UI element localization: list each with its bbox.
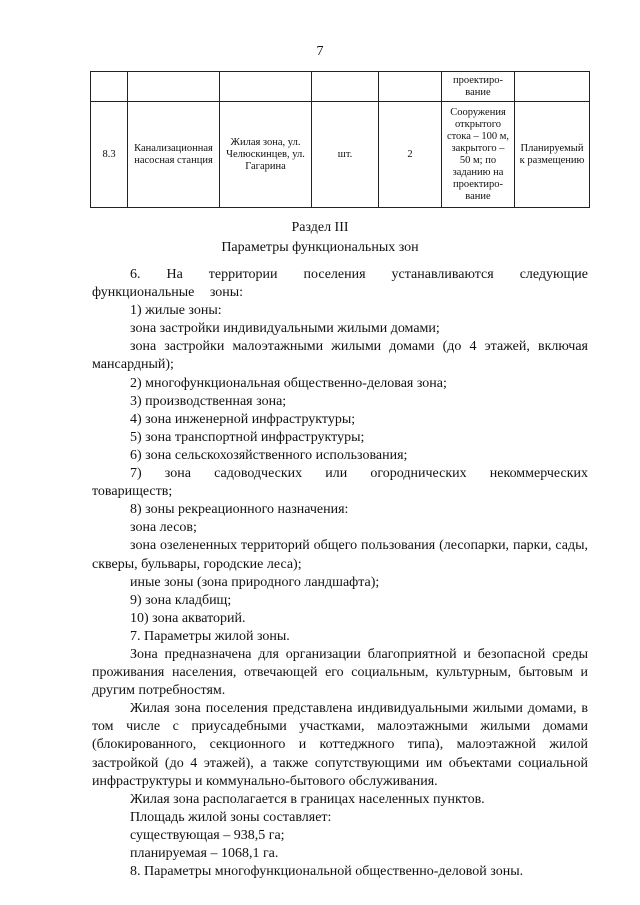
table-cell [312, 72, 379, 102]
table-cell [220, 72, 312, 102]
paragraph: зона озелененных территорий общего пользования (лесопарки, парки, сады, скверы, бульвары, городские леса); [92, 538, 588, 572]
paragraph: существующая – 938,5 га; [130, 827, 285, 843]
paragraph: Жилая зона поселения представлена индивидуальными жилыми домами, в том числе с приусадебными участками, малоэтажными жилыми домами (блокированного, секционного и коттеджного типа), малоэтажной жилой застройкой (до 4 этажей), а также сопутствующими им объектами социальной инфраструктуры и коммунально-бытового обслуживания. [92, 701, 588, 789]
object-name: Канализационная насосная станция [128, 102, 220, 208]
paragraph: Зона предназначена для организации благоприятной и безопасной среды проживания населения, отвечающей его социальным, культурным, бытовым и другим потребностям. [92, 646, 588, 699]
row-number: 8.3 [91, 102, 128, 208]
paragraph: зона застройки малоэтажными жилыми домами (до 4 этажей, включая мансардный); [92, 339, 588, 373]
paragraph: 9) зона кладбищ; [130, 592, 232, 608]
page-number: 7 [316, 44, 324, 59]
paragraph: планируемая – 1068,1 га. [130, 846, 279, 861]
table-row [91, 72, 590, 102]
object-status: Планируемый к размещению [515, 102, 590, 208]
section-heading [0, 218, 640, 258]
protection-zone: Сооружения открытого стока – 100 м, закрытого – 50 м; по заданию на проектиро-вание [442, 102, 515, 208]
objects-table [90, 71, 590, 208]
object-unit: шт. [312, 102, 379, 208]
paragraph: 8) зоны рекреационного назначения: [130, 502, 349, 518]
section-title: Раздел III [291, 220, 349, 235]
table-cell [379, 72, 442, 102]
table-cell: проектиро-вание [442, 72, 515, 102]
paragraph: 6. На территории поселения устанавливаются следующие функциональные зоны: [92, 267, 588, 301]
paragraph: иные зоны (зона природного ландшафта); [130, 574, 380, 590]
paragraph: 1) жилые зоны: [130, 303, 222, 319]
paragraph: 2) многофункциональная общественно-деловая зона; [130, 375, 447, 391]
paragraph: зона застройки индивидуальными жилыми домами; [130, 321, 440, 337]
object-location: Жилая зона, ул. Челюскинцев, ул. Гагарина [220, 102, 312, 208]
paragraph: 7) зона садоводческих или огороднических некоммерческих товариществ; [92, 466, 588, 500]
table-row [91, 102, 590, 208]
section-subtitle: Параметры функциональных зон [221, 240, 419, 255]
paragraph: 5) зона транспортной инфраструктуры; [130, 429, 365, 445]
table-cell [128, 72, 220, 102]
object-quantity: 2 [379, 102, 442, 208]
table-cell [91, 72, 128, 102]
paragraph: 10) зона акваторий. [130, 610, 246, 626]
paragraph: 8. Параметры многофункциональной общественно-деловой зоны. [130, 864, 524, 880]
document-body [92, 266, 588, 881]
paragraph: Жилая зона располагается в границах населенных пунктов. [130, 791, 485, 807]
paragraph: 6) зона сельскохозяйственного использования; [130, 447, 408, 463]
paragraph: 7. Параметры жилой зоны. [130, 628, 290, 644]
paragraph: зона лесов; [130, 520, 197, 536]
paragraph: 3) производственная зона; [130, 393, 287, 409]
table-cell [515, 72, 590, 102]
paragraph: 4) зона инженерной инфраструктуры; [130, 411, 356, 427]
paragraph: Площадь жилой зоны составляет: [130, 809, 332, 825]
